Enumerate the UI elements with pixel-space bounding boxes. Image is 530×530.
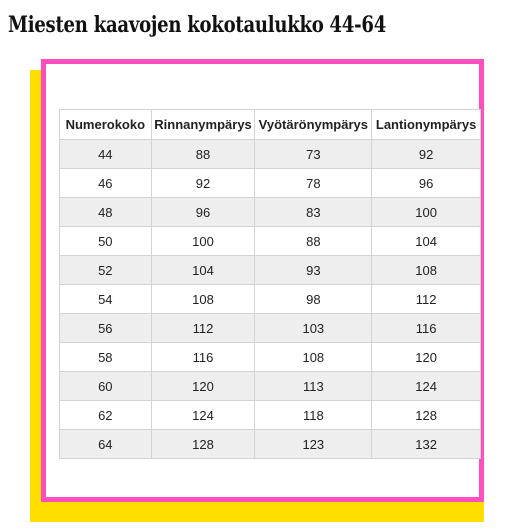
hip-cell: 120 xyxy=(372,343,481,372)
size-cell: 46 xyxy=(60,169,152,198)
chest-cell: 116 xyxy=(151,343,255,372)
table-row xyxy=(60,401,481,430)
table-row xyxy=(60,198,481,227)
waist-cell: 113 xyxy=(255,372,372,401)
header-lantionymparys: Lantionympärys xyxy=(372,110,481,140)
header-vyotaronymparys: Vyötärönympärys xyxy=(255,110,372,140)
size-cell: 50 xyxy=(60,227,152,256)
hip-cell: 100 xyxy=(372,198,481,227)
table-row xyxy=(60,140,481,169)
size-cell: 60 xyxy=(60,372,152,401)
hip-cell: 128 xyxy=(372,401,481,430)
header-rinnanymparys: Rinnanympärys xyxy=(151,110,255,140)
waist-cell: 123 xyxy=(255,430,372,459)
header-numerokoko: Numerokoko xyxy=(60,110,152,140)
waist-cell: 88 xyxy=(255,227,372,256)
chest-cell: 128 xyxy=(151,430,255,459)
waist-cell: 83 xyxy=(255,198,372,227)
hip-cell: 104 xyxy=(372,227,481,256)
hip-cell: 116 xyxy=(372,314,481,343)
size-cell: 54 xyxy=(60,285,152,314)
chest-cell: 108 xyxy=(151,285,255,314)
chest-cell: 92 xyxy=(151,169,255,198)
chest-cell: 96 xyxy=(151,198,255,227)
size-cell: 64 xyxy=(60,430,152,459)
waist-cell: 73 xyxy=(255,140,372,169)
table-row xyxy=(60,169,481,198)
hip-cell: 108 xyxy=(372,256,481,285)
waist-cell: 93 xyxy=(255,256,372,285)
size-cell: 56 xyxy=(60,314,152,343)
page-title: Miesten kaavojen kokotaulukko 44-64 xyxy=(8,12,387,38)
table-body xyxy=(60,140,481,459)
chest-cell: 104 xyxy=(151,256,255,285)
waist-cell: 78 xyxy=(255,169,372,198)
hip-cell: 132 xyxy=(372,430,481,459)
hip-cell: 124 xyxy=(372,372,481,401)
hip-cell: 92 xyxy=(372,140,481,169)
hip-cell: 96 xyxy=(372,169,481,198)
chest-cell: 120 xyxy=(151,372,255,401)
hip-cell: 112 xyxy=(372,285,481,314)
waist-cell: 108 xyxy=(255,343,372,372)
table-row xyxy=(60,343,481,372)
table-row xyxy=(60,256,481,285)
table-row xyxy=(60,314,481,343)
size-cell: 62 xyxy=(60,401,152,430)
size-table xyxy=(59,109,481,459)
table-row xyxy=(60,227,481,256)
table-row xyxy=(60,285,481,314)
chest-cell: 112 xyxy=(151,314,255,343)
waist-cell: 103 xyxy=(255,314,372,343)
chest-cell: 100 xyxy=(151,227,255,256)
size-cell: 58 xyxy=(60,343,152,372)
table-row xyxy=(60,430,481,459)
waist-cell: 118 xyxy=(255,401,372,430)
size-cell: 48 xyxy=(60,198,152,227)
table-row xyxy=(60,372,481,401)
size-cell: 44 xyxy=(60,140,152,169)
chest-cell: 124 xyxy=(151,401,255,430)
chest-cell: 88 xyxy=(151,140,255,169)
size-cell: 52 xyxy=(60,256,152,285)
waist-cell: 98 xyxy=(255,285,372,314)
table-header-row xyxy=(60,110,481,140)
